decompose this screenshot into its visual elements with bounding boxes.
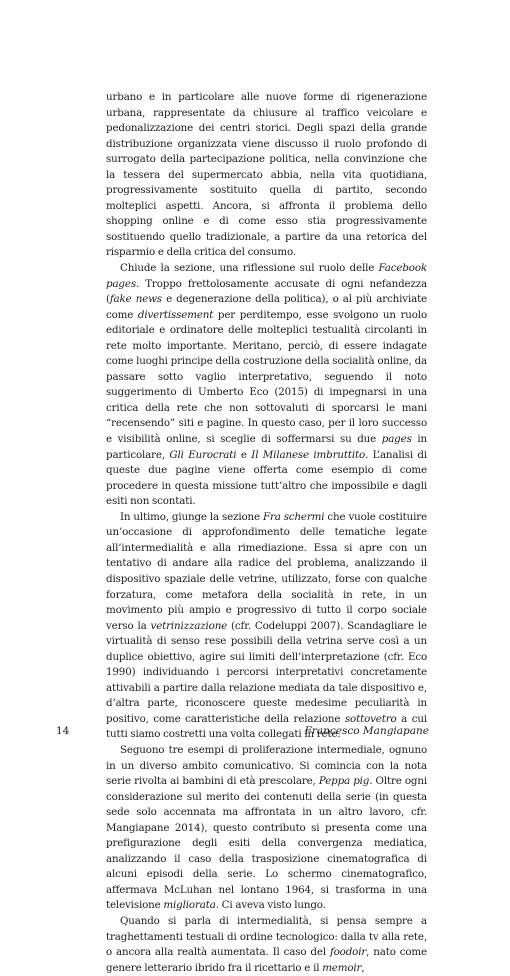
- italic-term: Peppa pig: [318, 775, 370, 788]
- text-run: ,: [361, 961, 365, 974]
- italic-term: Il Milanese imbruttito: [251, 448, 366, 461]
- page-footer: [56, 725, 429, 741]
- italic-term: memoir: [322, 961, 362, 974]
- italic-term: fake news: [109, 293, 162, 306]
- text-run: urbano e in particolare alle nuove forme di rigenerazione urbana, rappresentate da chiusure al traffico veicolare e pedonalizzazione dei centri storici. Degli spazi della grande distribuzione organizzata viene discusso il ruolo profondo di surrogato della partecipazione politica, nella convinzione che la tessera del supermercato abbia, nella vita quotidiana, progressivamente sostituito quella di partito, secondo molteplici aspetti. Ancora, si affronta il problema dello shopping online e di come esso stia progressivamente sostituendo quello tradizionale, a partire da una retorica del risparmio e della critica del consumo.: [106, 91, 427, 259]
- body-text: [106, 90, 427, 976]
- paragraph-1: [106, 90, 427, 261]
- text-run: , nato come genere letterario ibrido fra il ricettario e il: [106, 946, 427, 974]
- text-run: (cfr. Codeluppi 2007). Scandagliare le virtualità di senso rese possibili della vetrina serve così a un duplice obiettivo, agire sui limiti dell’interpretazione (cfr. Eco 1990) individuando i percorsi interpretativi concretamente attivabili a partire dalla relazione mediata da tale dispositivo e, d’altra parte, riconoscere queste medesime peculiarità in positivo, come caratteristiche della relazione: [106, 619, 427, 725]
- italic-term: pages: [381, 433, 412, 446]
- italic-term: Facebook pages: [106, 262, 427, 290]
- italic-term: foodoir: [329, 946, 367, 959]
- text-run: In ultimo, giunge la sezione: [120, 510, 263, 523]
- paragraph-2: [106, 261, 427, 510]
- text-run: Chiude la sezione, una riflessione sul ruolo delle: [120, 262, 379, 275]
- text-run: . L’analisi di queste due pagine viene offerta come esempio di come procedere in questa missione tutt’altro che impossibile e dagli esiti non scontati.: [106, 448, 428, 508]
- text-run: per perditempo, esse svolgono un ruolo editoriale e ordinatore delle molteplici testualità circolanti in rete molto importante. Meritano, perciò, di essere indagate come luoghi principe della costruzione della socialità online, da passare sotto vaglio interpretativo, seguendo il noto suggerimento di Umberto Eco (2015) di impegnarsi in una critica della rete che non sottovaluti di sporcarsi le mani “recensendo” siti e pagine. In questo caso, per il loro successo e visibilità online, si sceglie di soffermarsi su due: [106, 308, 427, 446]
- italic-term: sottovetro: [344, 712, 397, 725]
- text-run: a cui tutti siamo costretti una volta collegati in rete.: [106, 712, 427, 741]
- text-run: . Ci aveva visto lungo.: [215, 899, 326, 912]
- text-run: e degenerazione della politica), o al più archiviate come: [106, 293, 428, 321]
- text-run: in particolare,: [106, 433, 427, 461]
- italic-term: vetrinizzazione: [150, 619, 228, 632]
- text-run: e: [236, 448, 252, 461]
- running-footer-author: Francesco Mangiapane: [304, 725, 429, 737]
- text-run: Quando si parla di intermedialità, si pensa sempre a traghettamenti testuali di ordine tecnologico: dalla tv alla rete, o ancora alla realtà aumentata. Il caso del: [106, 914, 427, 959]
- text-run: . Troppo frettolosamente accusate di ogni nefandezza (: [106, 277, 427, 306]
- paragraph-3: [106, 510, 427, 743]
- text-run: . Oltre ogni considerazione sul merito dei contenuti della serie (in questa sede solo accennata ma affrontata in un altro lavoro, cfr. Mangiapane 2014), questo contributo si presenta come una prefigurazione degli esiti della convergenza mediatica, analizzando il caso della trasposizione cinematografica di alcuni episodi della serie. Lo schermo cinematografico, affermava McLuhan nel lontano 1964, si trasforma in una televisione: [106, 775, 427, 912]
- italic-term: migliorata: [163, 899, 216, 912]
- paragraph-5: [106, 914, 427, 976]
- page-number: 14: [56, 725, 70, 737]
- italic-term: Fra schermi: [262, 510, 325, 523]
- paragraph-4: [106, 743, 427, 914]
- text-run: che vuole costituire un’occasione di approfondimento delle tematiche legate all’intermedialità e alla rimediazione. Essa si apre con un tentativo di andare alla radice del problema, analizzando il dispositivo spaziale delle vetrine, utilizzato, forse con qualche forzatura, come metafora della socialità in rete, in un movimento più ampio e progressivo di tutto il corpo sociale verso la: [106, 510, 427, 632]
- italic-term: Gli Eurocrati: [169, 448, 237, 461]
- text-run: Seguono tre esempi di proliferazione intermediale, ognuno in un diverso ambito comunicativo. Si comincia con la nota serie rivolta ai bambini di età prescolare,: [106, 743, 427, 788]
- italic-term: divertissement: [137, 308, 214, 321]
